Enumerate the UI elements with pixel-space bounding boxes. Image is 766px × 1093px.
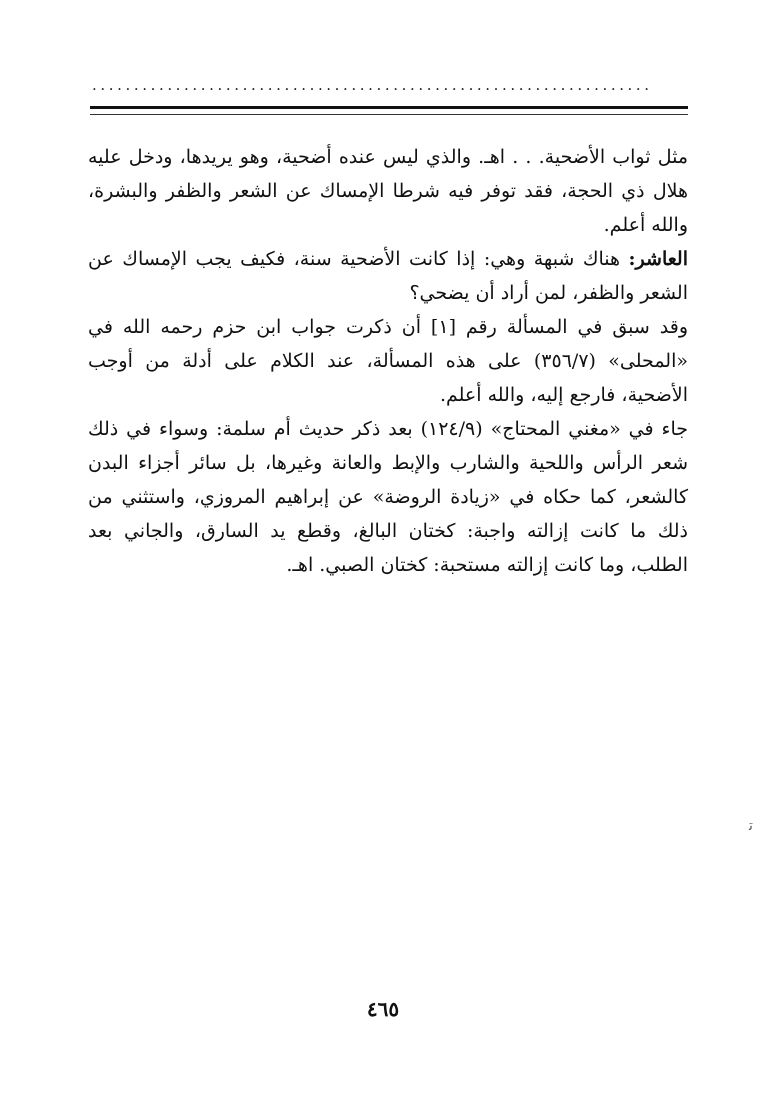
- paragraph-2-lead: العاشر:: [628, 248, 688, 270]
- header-rule-thin: [90, 114, 688, 115]
- paragraph-4: جاء في «مغني المحتاج» (١٢٤/٩) بعد ذكر حديث أم سلمة: وسواء في ذلك شعر الرأس واللحية والشارب والإبط والعانة وغيرها، بل سائر أجزاء البدن كالشعر، كما حكاه في «زيادة الروضة» عن إبراهيم المروزي، واستثني من ذلك ما كانت إزالته واجبة: كختان البالغ، وقطع يد السارق، والجاني بعد الطلب، وما كانت إزالته مستحبة: كختان الصبي. اهـ.: [88, 418, 688, 576]
- margin-mark: ﺗ: [749, 818, 753, 834]
- body-text: [88, 140, 688, 582]
- paragraph-2-rest: هناك شبهة وهي: إذا كانت الأضحية سنة، فكيف يجب الإمساك عن الشعر والظفر، لمن أراد أن يضحي؟: [88, 248, 688, 304]
- header-dotted-line: ...................................................................: [92, 78, 653, 92]
- page-number: ٤٦٥: [366, 997, 400, 1021]
- paragraph-2: [88, 242, 688, 310]
- paragraph-1: مثل ثواب الأضحية. . . اهـ. والذي ليس عنده أضحية، وهو يريدها، ودخل عليه هلال ذي الحجة، فقد توفر فيه شرطا الإمساك عن الشعر والظفر والبشرة، والله أعلم.: [88, 146, 688, 236]
- paragraph-3: وقد سبق في المسألة رقم [١] أن ذكرت جواب ابن حزم رحمه الله في «المحلى» (٣٥٦/٧) على هذه المسألة، عند الكلام على أدلة من أوجب الأضحية، فارجع إليه، والله أعلم.: [88, 316, 688, 406]
- header-rule-thick: [90, 106, 688, 109]
